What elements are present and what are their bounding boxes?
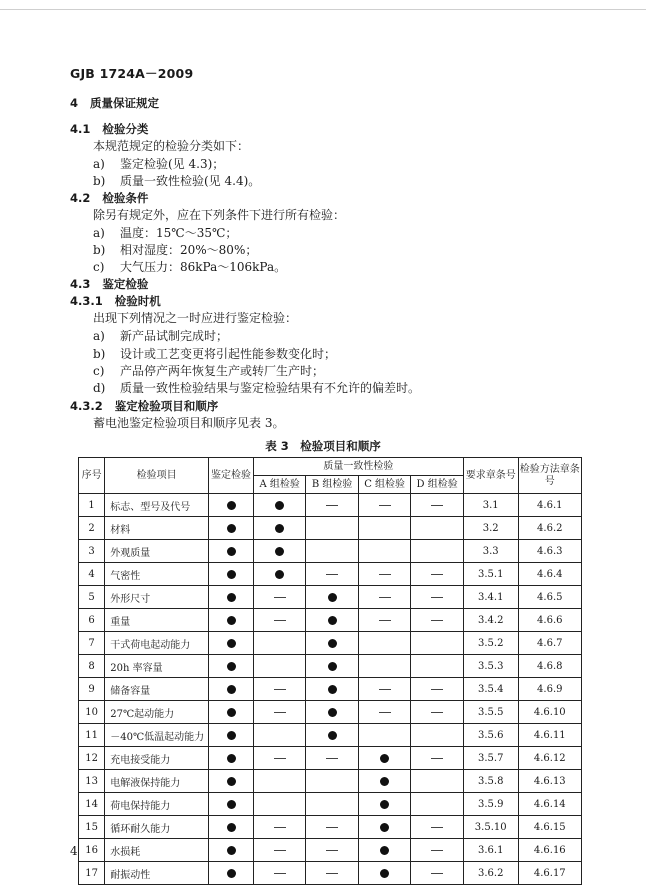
applicable-dot-icon [328,639,337,648]
cell-group-b [306,724,358,747]
cell-seq: 3 [79,540,105,563]
cell-group-d [411,586,463,609]
cell-group-d [411,816,463,839]
not-applicable-dash-icon [431,620,443,621]
list-item [93,363,613,379]
section-title: 检验分类 [102,122,149,136]
applicable-dot-icon [380,754,389,763]
cell-qualification [209,632,254,655]
section-title: 质量保证规定 [90,96,160,110]
cell-requirement: 3.5.8 [463,770,518,793]
cell-group-d [411,839,463,862]
cell-item-name: 外形尺寸 [105,586,209,609]
cell-item-name: 27℃起动能力 [105,701,209,724]
header-group-a: A 组检验 [253,476,305,494]
section-number: 4.1 [70,122,91,136]
not-applicable-dash-icon [431,505,443,506]
table-row [79,839,582,862]
header-method: 检验方法章条号 [518,458,581,494]
standard-number: GJB 1724A－2009 [70,66,194,81]
list-text: 产品停产两年恢复生产或转厂生产时； [120,364,325,378]
table-row [79,724,582,747]
list-item [93,225,613,241]
cell-seq: 6 [79,609,105,632]
not-applicable-dash-icon [379,597,391,598]
cell-seq: 14 [79,793,105,816]
cell-group-b [306,862,358,885]
cell-qualification [209,701,254,724]
cell-qualification [209,678,254,701]
header-quality-conformance: 质量一致性检验 [253,458,463,476]
cell-requirement: 3.5.1 [463,563,518,586]
cell-group-a [253,563,305,586]
cell-group-c [358,816,410,839]
cell-qualification [209,816,254,839]
cell-group-c [358,655,410,678]
cell-qualification [209,517,254,540]
not-applicable-dash-icon [274,758,286,759]
cell-requirement: 3.5.4 [463,678,518,701]
paragraph: 出现下列情况之一时应进行鉴定检验： [93,311,298,325]
not-applicable-dash-icon [431,712,443,713]
cell-group-c [358,747,410,770]
inspection-table [78,457,582,885]
applicable-dot-icon [275,547,284,556]
cell-method: 4.6.15 [518,816,581,839]
cell-requirement: 3.5.2 [463,632,518,655]
list-text: 相对湿度：20%～80%； [120,243,258,257]
cell-method: 4.6.7 [518,632,581,655]
list-item [93,156,613,172]
cell-group-c [358,563,410,586]
cell-group-a [253,839,305,862]
table-row [79,816,582,839]
cell-group-b [306,586,358,609]
list-text: 质量一致性检验结果与鉴定检验结果有不允许的偏差时。 [120,381,421,395]
cell-method: 4.6.4 [518,563,581,586]
top-rule [0,9,646,10]
applicable-dot-icon [227,823,236,832]
section-number: 4.2 [70,191,91,205]
cell-method: 4.6.2 [518,517,581,540]
not-applicable-dash-icon [431,574,443,575]
applicable-dot-icon [380,777,389,786]
table-row [79,701,582,724]
not-applicable-dash-icon [326,850,338,851]
cell-group-c [358,540,410,563]
cell-seq: 9 [79,678,105,701]
cell-seq: 13 [79,770,105,793]
applicable-dot-icon [328,593,337,602]
section-number: 4.3 [70,277,91,291]
cell-group-a [253,747,305,770]
list-label: c) [93,260,105,274]
cell-qualification [209,494,254,517]
cell-group-d [411,793,463,816]
applicable-dot-icon [227,593,236,602]
cell-group-c [358,862,410,885]
not-applicable-dash-icon [326,574,338,575]
cell-qualification [209,609,254,632]
list-text: 设计或工艺变更将引起性能参数变化时； [120,347,337,361]
cell-group-b [306,747,358,770]
not-applicable-dash-icon [326,758,338,759]
cell-group-a [253,678,305,701]
not-applicable-dash-icon [431,827,443,828]
list-label: b) [93,243,106,257]
applicable-dot-icon [275,570,284,579]
list-label: a) [93,226,105,240]
cell-group-b [306,678,358,701]
table-row [79,678,582,701]
applicable-dot-icon [227,869,236,878]
section-number: 4.3.2 [70,399,103,413]
cell-item-name: 电解液保持能力 [105,770,209,793]
applicable-dot-icon [328,616,337,625]
cell-method: 4.6.10 [518,701,581,724]
cell-qualification [209,724,254,747]
applicable-dot-icon [227,754,236,763]
cell-group-d [411,494,463,517]
table-row [79,862,582,885]
applicable-dot-icon [328,685,337,694]
cell-method: 4.6.16 [518,839,581,862]
cell-qualification [209,540,254,563]
cell-group-b [306,563,358,586]
table-caption: 表 3 检验项目和顺序 [265,439,381,453]
cell-group-a [253,770,305,793]
cell-group-a [253,816,305,839]
cell-method: 4.6.1 [518,494,581,517]
not-applicable-dash-icon [379,689,391,690]
cell-group-d [411,678,463,701]
cell-group-c [358,793,410,816]
header-requirement: 要求章条号 [463,458,518,494]
cell-seq: 12 [79,747,105,770]
cell-seq: 11 [79,724,105,747]
cell-requirement: 3.3 [463,540,518,563]
applicable-dot-icon [328,731,337,740]
not-applicable-dash-icon [274,873,286,874]
cell-requirement: 3.1 [463,494,518,517]
cell-group-d [411,862,463,885]
cell-group-c [358,517,410,540]
cell-group-a [253,862,305,885]
applicable-dot-icon [380,846,389,855]
cell-requirement: 3.4.1 [463,586,518,609]
cell-group-d [411,540,463,563]
cell-qualification [209,655,254,678]
cell-group-c [358,770,410,793]
cell-group-d [411,770,463,793]
not-applicable-dash-icon [274,689,286,690]
paragraph: 蓄电池鉴定检验项目和顺序见表 3。 [93,416,285,430]
cell-requirement: 3.6.1 [463,839,518,862]
section-title: 检验时机 [114,294,161,308]
cell-item-name: 耐振动性 [105,862,209,885]
cell-group-c [358,609,410,632]
not-applicable-dash-icon [326,505,338,506]
cell-group-a [253,517,305,540]
cell-requirement: 3.5.3 [463,655,518,678]
cell-group-b [306,816,358,839]
cell-method: 4.6.8 [518,655,581,678]
cell-group-d [411,701,463,724]
not-applicable-dash-icon [274,620,286,621]
applicable-dot-icon [227,800,236,809]
cell-group-c [358,724,410,747]
header-item: 检验项目 [105,458,209,494]
list-label: a) [93,329,105,343]
cell-method: 4.6.14 [518,793,581,816]
cell-item-name: 重量 [105,609,209,632]
cell-group-a [253,494,305,517]
cell-seq: 2 [79,517,105,540]
section-title: 检验条件 [102,191,149,205]
cell-seq: 8 [79,655,105,678]
not-applicable-dash-icon [326,873,338,874]
cell-seq: 7 [79,632,105,655]
not-applicable-dash-icon [431,689,443,690]
cell-group-d [411,609,463,632]
cell-seq: 15 [79,816,105,839]
cell-group-b [306,609,358,632]
list-label: d) [93,381,106,395]
cell-item-name: 外观质量 [105,540,209,563]
table-row [79,793,582,816]
cell-method: 4.6.9 [518,678,581,701]
cell-seq: 10 [79,701,105,724]
not-applicable-dash-icon [326,827,338,828]
applicable-dot-icon [380,823,389,832]
applicable-dot-icon [227,685,236,694]
list-item [93,242,613,258]
list-item [93,346,613,362]
cell-group-a [253,655,305,678]
cell-requirement: 3.5.7 [463,747,518,770]
cell-item-name: 20h 率容量 [105,655,209,678]
section-4-3-heading [70,276,590,292]
cell-group-c [358,839,410,862]
cell-seq: 16 [79,839,105,862]
section-4-3-2-heading [70,398,590,414]
list-item [93,173,613,189]
cell-group-c [358,678,410,701]
cell-qualification [209,793,254,816]
cell-qualification [209,839,254,862]
cell-group-a [253,586,305,609]
cell-group-b [306,655,358,678]
not-applicable-dash-icon [431,597,443,598]
cell-seq: 17 [79,862,105,885]
not-applicable-dash-icon [379,574,391,575]
list-item [93,328,613,344]
cell-method: 4.6.5 [518,586,581,609]
header-group-b: B 组检验 [306,476,358,494]
cell-method: 4.6.6 [518,609,581,632]
not-applicable-dash-icon [274,850,286,851]
cell-requirement: 3.5.9 [463,793,518,816]
cell-item-name: 储备容量 [105,678,209,701]
cell-group-d [411,632,463,655]
cell-requirement: 3.4.2 [463,609,518,632]
cell-group-a [253,540,305,563]
cell-group-b [306,793,358,816]
cell-group-b [306,839,358,862]
not-applicable-dash-icon [274,597,286,598]
section-title: 鉴定检验项目和顺序 [114,399,219,413]
header-seq: 序号 [79,458,105,494]
table-row [79,494,582,517]
cell-group-d [411,655,463,678]
cell-group-a [253,724,305,747]
table-row [79,770,582,793]
list-text: 温度：15℃～35℃； [120,226,238,240]
table-row [79,563,582,586]
section-4-2-heading [70,190,590,206]
applicable-dot-icon [227,501,236,510]
cell-group-b [306,632,358,655]
cell-group-c [358,494,410,517]
not-applicable-dash-icon [431,850,443,851]
list-text: 大气压力：86kPa～106kPa。 [120,260,287,274]
applicable-dot-icon [275,524,284,533]
table-row [79,609,582,632]
header-group-d: D 组检验 [411,476,463,494]
section-4-heading [70,95,590,111]
not-applicable-dash-icon [379,620,391,621]
cell-group-a [253,609,305,632]
section-4-1-heading [70,121,590,137]
cell-item-name: 标志、型号及代号 [105,494,209,517]
applicable-dot-icon [227,616,236,625]
cell-qualification [209,563,254,586]
cell-qualification [209,586,254,609]
cell-item-name: －40℃低温起动能力 [105,724,209,747]
cell-group-c [358,586,410,609]
not-applicable-dash-icon [274,827,286,828]
cell-qualification [209,747,254,770]
section-title: 鉴定检验 [102,277,149,291]
cell-group-b [306,701,358,724]
applicable-dot-icon [227,570,236,579]
cell-requirement: 3.5.6 [463,724,518,747]
list-label: b) [93,347,106,361]
not-applicable-dash-icon [379,505,391,506]
cell-group-c [358,632,410,655]
list-text: 鉴定检验(见 4.3)； [120,157,225,171]
applicable-dot-icon [380,869,389,878]
applicable-dot-icon [227,662,236,671]
cell-requirement: 3.2 [463,517,518,540]
cell-item-name: 材料 [105,517,209,540]
cell-group-c [358,701,410,724]
cell-item-name: 荷电保持能力 [105,793,209,816]
applicable-dot-icon [275,501,284,510]
section-number: 4 [70,96,79,110]
applicable-dot-icon [227,639,236,648]
applicable-dot-icon [328,708,337,717]
cell-item-name: 气密性 [105,563,209,586]
paragraph: 除另有规定外，应在下列条件下进行所有检验： [93,208,346,222]
page-number: 4 [70,844,78,858]
cell-method: 4.6.17 [518,862,581,885]
paragraph: 本规范规定的检验分类如下： [93,139,250,153]
header-group-c: C 组检验 [358,476,410,494]
list-text: 质量一致性检验(见 4.4)。 [120,174,261,188]
cell-method: 4.6.11 [518,724,581,747]
list-label: b) [93,174,106,188]
cell-method: 4.6.3 [518,540,581,563]
cell-group-d [411,724,463,747]
cell-method: 4.6.13 [518,770,581,793]
cell-seq: 1 [79,494,105,517]
cell-group-b [306,770,358,793]
table-row [79,540,582,563]
cell-item-name: 循环耐久能力 [105,816,209,839]
cell-group-a [253,701,305,724]
cell-seq: 4 [79,563,105,586]
header-qualification: 鉴定检验 [209,458,254,494]
section-4-3-1-heading [70,293,590,309]
cell-group-d [411,517,463,540]
cell-requirement: 3.6.2 [463,862,518,885]
cell-group-b [306,540,358,563]
cell-qualification [209,770,254,793]
cell-seq: 5 [79,586,105,609]
list-item [93,259,613,275]
not-applicable-dash-icon [431,873,443,874]
section-number: 4.3.1 [70,294,103,308]
cell-requirement: 3.5.10 [463,816,518,839]
cell-method: 4.6.12 [518,747,581,770]
table-row [79,517,582,540]
cell-group-b [306,517,358,540]
cell-group-b [306,494,358,517]
applicable-dot-icon [227,846,236,855]
cell-item-name: 干式荷电起动能力 [105,632,209,655]
cell-group-a [253,793,305,816]
applicable-dot-icon [227,708,236,717]
not-applicable-dash-icon [431,758,443,759]
applicable-dot-icon [380,800,389,809]
applicable-dot-icon [227,524,236,533]
cell-requirement: 3.5.5 [463,701,518,724]
table-row [79,586,582,609]
not-applicable-dash-icon [379,712,391,713]
table-row [79,632,582,655]
applicable-dot-icon [227,547,236,556]
applicable-dot-icon [328,662,337,671]
table-row [79,655,582,678]
applicable-dot-icon [227,777,236,786]
cell-item-name: 充电接受能力 [105,747,209,770]
cell-qualification [209,862,254,885]
list-label: a) [93,157,105,171]
list-label: c) [93,364,105,378]
table-row [79,747,582,770]
list-text: 新产品试制完成时； [120,329,229,343]
cell-item-name: 水损耗 [105,839,209,862]
cell-group-a [253,632,305,655]
cell-group-d [411,747,463,770]
cell-group-d [411,563,463,586]
not-applicable-dash-icon [274,712,286,713]
list-item [93,380,613,396]
applicable-dot-icon [227,731,236,740]
